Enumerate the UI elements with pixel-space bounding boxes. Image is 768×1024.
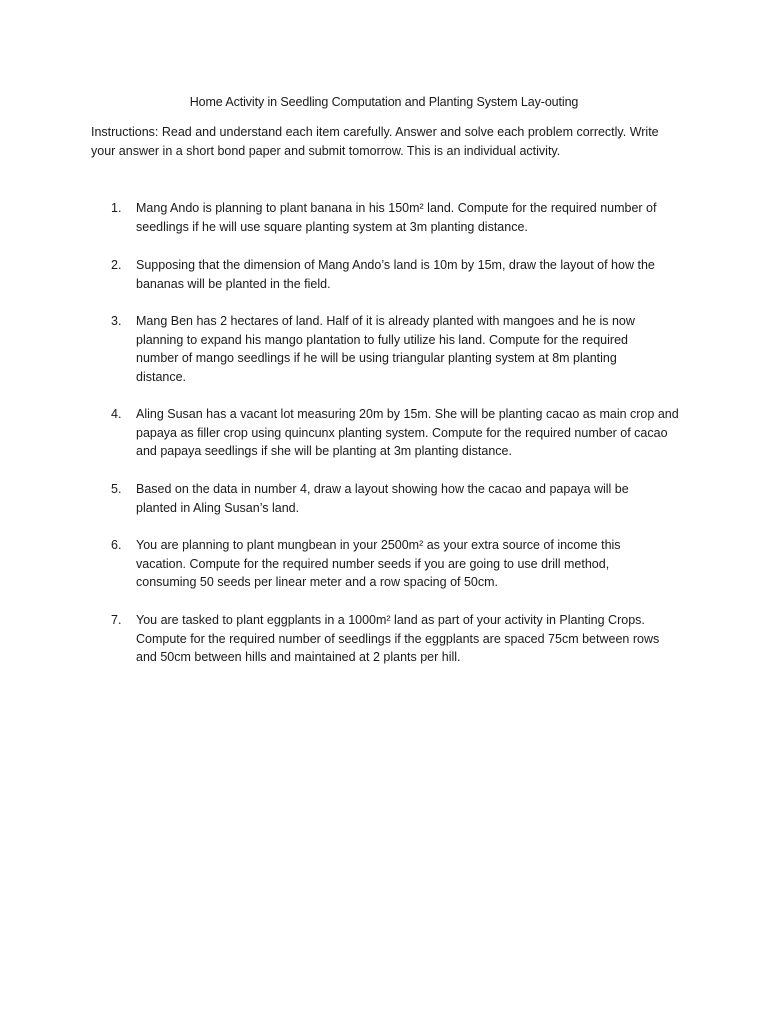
problem-text: [136, 199, 684, 236]
problem-line: Based on the data in number 4, draw a layout showing how the cacao and papaya will be: [136, 482, 629, 496]
problem-number: 2.: [111, 258, 122, 272]
problem-text: [136, 312, 684, 386]
problem-number: 3.: [111, 314, 122, 328]
problem-line: planning to expand his mango plantation to fully utilize his land. Compute for the required: [136, 332, 628, 347]
problem-text: [136, 611, 684, 667]
problem-line: vacation. Compute for the required number seeds if you are going to use drill method,: [136, 556, 610, 571]
problem-line: papaya as filler crop using quincunx planting system. Compute for the required number of cacao: [136, 425, 668, 440]
problem-number: 6.: [111, 538, 122, 552]
document-title: Home Activity in Seedling Computation and Planting System Lay-outing: [189, 95, 579, 109]
problem-line: Supposing that the dimension of Mang Ando’s land is 10m by 15m, draw the layout of how the: [136, 258, 655, 272]
instructions-line: Instructions: Read and understand each item carefully. Answer and solve each problem correctly. Write: [91, 125, 659, 139]
problem-number: 5.: [111, 482, 122, 496]
problem-number: 4.: [111, 407, 122, 421]
problem-number: 1.: [111, 201, 122, 215]
problem-line: seedlings if he will use square planting system at 3m planting distance.: [136, 219, 528, 234]
problem-line: bananas will be planted in the field.: [136, 276, 331, 291]
problem-line: Compute for the required number of seedlings if the eggplants are spaced 75cm between rows: [136, 631, 660, 646]
problem-number: 7.: [111, 613, 122, 627]
problem-line: consuming 50 seeds per linear meter and a row spacing of 50cm.: [136, 575, 498, 589]
problem-line: and papaya seedlings if she will be planting at 3m planting distance.: [136, 444, 512, 458]
problem-text: [136, 405, 684, 461]
problem-line: and 50cm between hills and maintained at 2 plants per hill.: [136, 650, 461, 664]
problem-line: You are tasked to plant eggplants in a 1000m² land as part of your activity in Planting Crops.: [136, 613, 645, 627]
instructions: [91, 123, 691, 160]
instructions-line: your answer in a short bond paper and submit tomorrow. This is an individual activity.: [91, 143, 561, 158]
problem-text: [136, 256, 684, 293]
problem-text: [136, 480, 684, 517]
problem-line: Mang Ando is planning to plant banana in his 150m² land. Compute for the required number of: [136, 201, 657, 215]
problem-line: number of mango seedlings if he will be using triangular planting system at 8m planting: [136, 351, 617, 365]
problem-line: You are planning to plant mungbean in your 2500m² as your extra source of income this: [136, 538, 621, 552]
problem-line: Aling Susan has a vacant lot measuring 20m by 15m. She will be planting cacao as main crop and: [136, 407, 679, 421]
problem-line: Mang Ben has 2 hectares of land. Half of it is already planted with mangoes and he is now: [136, 314, 635, 328]
problem-text: [136, 536, 684, 592]
problem-line: distance.: [136, 369, 187, 384]
problem-line: planted in Aling Susan’s land.: [136, 500, 300, 515]
